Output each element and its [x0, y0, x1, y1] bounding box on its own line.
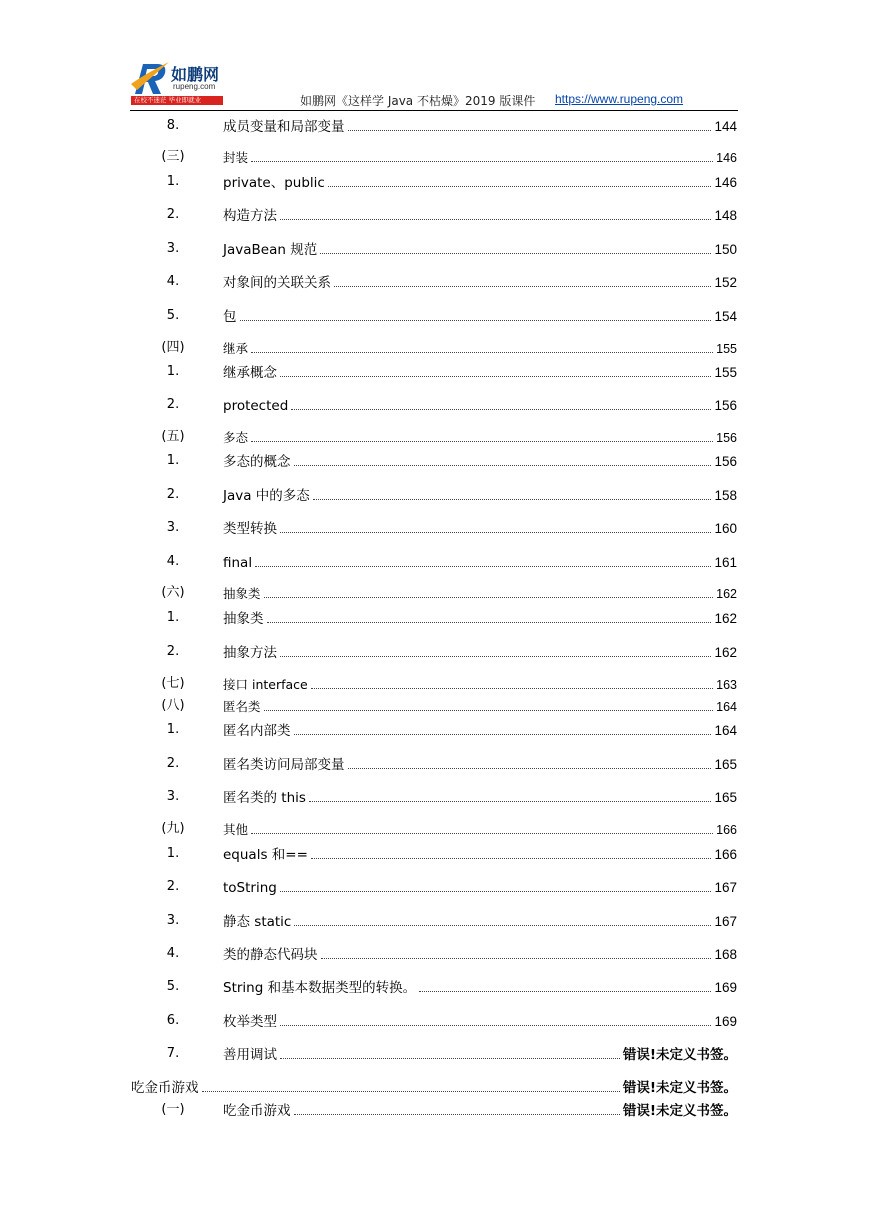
toc-entry-page: 148: [714, 208, 737, 223]
toc-dot-leader: [320, 239, 711, 254]
toc-dot-leader: [334, 272, 711, 287]
toc-entry[interactable]: [0, 944, 869, 964]
toc-dot-leader: [419, 977, 711, 992]
toc-entry-page: 错误!未定义书签。: [622, 1047, 737, 1063]
toc-entry[interactable]: [0, 844, 869, 864]
toc-entry-title: 接口 interface: [223, 675, 310, 695]
toc-entry-number: 5.: [166, 979, 180, 994]
toc-entry[interactable]: [0, 518, 869, 538]
toc-entry-page: 169: [714, 980, 737, 995]
toc-entry[interactable]: [0, 451, 869, 471]
toc-entry-page: 144: [714, 119, 737, 134]
toc-entry-page: 161: [714, 555, 737, 570]
toc-entry-number: 2.: [166, 879, 180, 894]
toc-entry-title: 静态 static: [223, 914, 292, 930]
toc-entry-page: 162: [716, 587, 737, 601]
toc-entry[interactable]: [0, 877, 869, 897]
toc-entry-title: 吃金币游戏: [223, 1103, 291, 1119]
toc-entry-title: 匿名内部类: [223, 723, 291, 739]
toc-entry-title: 抽象方法: [223, 645, 277, 661]
toc-dot-leader: [251, 819, 713, 834]
toc-entry[interactable]: [0, 720, 869, 740]
toc-entry-page: 168: [714, 947, 737, 962]
toc-entry-page: 166: [716, 823, 737, 837]
toc-entry-page: 错误!未定义书签。: [622, 1103, 737, 1119]
toc-entry-number: 4.: [166, 554, 180, 569]
toc-entry-page: 164: [714, 723, 737, 738]
toc-entry-page: 156: [714, 454, 737, 469]
toc-entry[interactable]: [0, 116, 869, 136]
toc-dot-leader: [251, 147, 713, 162]
toc-entry-title: equals 和==: [223, 847, 308, 863]
toc-dot-leader: [348, 116, 712, 131]
toc-entry-page: 152: [714, 275, 737, 290]
header-url-link[interactable]: https://www.rupeng.com: [555, 92, 684, 106]
toc-entry-number: (五): [161, 429, 185, 444]
toc-entry[interactable]: [0, 608, 869, 628]
logo-r-icon: [131, 60, 171, 96]
toc-entry-page: 150: [714, 242, 737, 257]
logo-slogan: 在校不迷茫 毕业即就业: [131, 96, 223, 105]
toc-entry[interactable]: [0, 338, 869, 358]
toc-entry[interactable]: [0, 1044, 869, 1064]
toc-dot-leader: [240, 306, 712, 321]
toc-entry-page: 146: [716, 151, 737, 165]
toc-dot-leader: [294, 911, 711, 926]
toc-entry-page: 146: [714, 175, 737, 190]
toc-entry-number: 7.: [166, 1046, 180, 1061]
toc-dot-leader: [280, 1044, 620, 1059]
toc-entry-page: 162: [714, 611, 737, 626]
toc-entry-page: 166: [714, 847, 737, 862]
toc-entry-title: 匿名类访问局部变量: [223, 757, 345, 773]
toc-entry-title: String 和基本数据类型的转换。: [223, 980, 417, 996]
toc-entry-title: 构造方法: [223, 208, 277, 224]
toc-entry-page: 162: [714, 645, 737, 660]
toc-entry-title: Java 中的多态: [223, 488, 310, 504]
toc-entry-title: protected: [223, 398, 289, 414]
toc-entry[interactable]: [0, 306, 869, 326]
toc-dot-leader: [348, 754, 712, 769]
toc-entry[interactable]: [0, 642, 869, 662]
toc-dot-leader: [280, 205, 711, 220]
toc-dot-leader: [311, 674, 713, 689]
header-divider: [130, 110, 738, 111]
toc-entry[interactable]: [0, 172, 869, 192]
toc-dot-leader: [267, 608, 712, 623]
toc-dot-leader: [311, 844, 712, 859]
toc-entry-number: 8.: [166, 118, 180, 133]
toc-entry-title: 类的静态代码块: [223, 947, 318, 963]
toc-entry-title: 成员变量和局部变量: [223, 119, 345, 135]
toc-entry-number: (四): [161, 340, 185, 355]
toc-entry-title: toString: [223, 880, 277, 896]
toc-entry[interactable]: [0, 485, 869, 505]
toc-entry[interactable]: [0, 583, 869, 603]
toc-dot-leader: [264, 583, 714, 598]
toc-entry[interactable]: [0, 1011, 869, 1031]
toc-entry-number: (一): [161, 1102, 185, 1117]
toc-dot-leader: [328, 172, 712, 187]
toc-dot-leader: [251, 338, 713, 353]
toc-entry-number: 2.: [166, 644, 180, 659]
toc-entry-page: 160: [714, 521, 737, 536]
toc-entry[interactable]: [0, 754, 869, 774]
logo-domain: rupeng.com: [173, 82, 216, 91]
toc-entry[interactable]: [0, 1100, 869, 1120]
toc-dot-leader: [255, 552, 711, 567]
toc-entry-title: 匿名类: [223, 697, 263, 717]
toc-entry-title: 多态: [223, 428, 250, 448]
toc-entry[interactable]: [0, 787, 869, 807]
toc-entry-title: 多态的概念: [223, 454, 291, 470]
toc-dot-leader: [264, 696, 714, 711]
toc-entry-title: 对象间的关联关系: [223, 275, 331, 291]
toc-entry-title: private、public: [223, 175, 325, 191]
toc-entry-number: 2.: [166, 207, 180, 222]
toc-entry-title: JavaBean 规范: [223, 242, 318, 258]
toc-entry-title: 吃金币游戏: [131, 1080, 199, 1096]
toc-entry-page: 156: [714, 398, 737, 413]
toc-entry[interactable]: [0, 977, 869, 997]
toc-dot-leader: [280, 362, 711, 377]
toc-entry-page: 167: [714, 880, 737, 895]
toc-dot-leader: [294, 451, 712, 466]
toc-entry-page: 错误!未定义书签。: [622, 1080, 737, 1096]
toc-entry-page: 164: [716, 700, 737, 714]
toc-entry-number: 3.: [166, 913, 180, 928]
toc-entry-number: (六): [161, 585, 185, 600]
toc-entry-page: 165: [714, 790, 737, 805]
toc-entry-page: 156: [716, 431, 737, 445]
toc-entry-title: final: [223, 555, 253, 571]
toc-dot-leader: [294, 1100, 620, 1115]
toc-entry-number: (七): [161, 676, 185, 691]
toc-entry-title: 封装: [223, 148, 250, 168]
toc-entry-title: 其他: [223, 820, 250, 840]
toc-entry[interactable]: [0, 362, 869, 382]
toc-entry[interactable]: [0, 1077, 869, 1097]
toc-dot-leader: [291, 395, 711, 410]
toc-entry-title: 匿名类的 this: [223, 790, 306, 806]
toc-entry[interactable]: [0, 395, 869, 415]
toc-entry[interactable]: [0, 272, 869, 292]
toc-entry[interactable]: [0, 696, 869, 716]
toc-entry-number: 3.: [166, 520, 180, 535]
toc-entry[interactable]: [0, 427, 869, 447]
toc-entry-page: 167: [714, 914, 737, 929]
toc-entry[interactable]: [0, 239, 869, 259]
toc-entry-number: 4.: [166, 274, 180, 289]
toc-entry-number: 1.: [166, 610, 180, 625]
toc-entry[interactable]: [0, 674, 869, 694]
toc-entry-title: 继承: [223, 339, 250, 359]
toc-entry-number: 3.: [166, 241, 180, 256]
toc-entry-number: 4.: [166, 946, 180, 961]
toc-entry-number: 2.: [166, 756, 180, 771]
toc-entry-page: 158: [714, 488, 737, 503]
toc-entry-page: 155: [714, 365, 737, 380]
toc-dot-leader: [313, 485, 712, 500]
toc-entry-page: 165: [714, 757, 737, 772]
toc-dot-leader: [280, 642, 711, 657]
toc-entry-title: 枚举类型: [223, 1014, 277, 1030]
toc-entry-number: 2.: [166, 487, 180, 502]
toc-entry-number: 1.: [166, 453, 180, 468]
toc-dot-leader: [280, 1011, 711, 1026]
toc-entry-number: (三): [161, 149, 185, 164]
rupeng-logo: [131, 60, 226, 108]
toc-entry-title: 继承概念: [223, 365, 277, 381]
toc-entry-page: 154: [714, 309, 737, 324]
toc-entry[interactable]: [0, 205, 869, 225]
toc-entry-number: 6.: [166, 1013, 180, 1028]
toc-entry-title: 抽象类: [223, 584, 263, 604]
logo-chinese-name: 如鹏网: [171, 65, 220, 84]
toc-entry[interactable]: [0, 552, 869, 572]
toc-dot-leader: [280, 877, 712, 892]
toc-entry-title: 抽象类: [223, 611, 264, 627]
toc-entry-title: 包: [223, 309, 237, 325]
toc-entry-number: (八): [161, 698, 185, 713]
toc-entry-page: 163: [716, 678, 737, 692]
toc-entry-page: 169: [714, 1014, 737, 1029]
toc-entry-number: 5.: [166, 308, 180, 323]
toc-entry-title: 善用调试: [223, 1047, 277, 1063]
toc-entry[interactable]: [0, 147, 869, 167]
toc-entry-number: 2.: [166, 397, 180, 412]
toc-dot-leader: [280, 518, 711, 533]
toc-dot-leader: [321, 944, 712, 959]
toc-dot-leader: [294, 720, 712, 735]
toc-entry[interactable]: [0, 911, 869, 931]
toc-entry[interactable]: [0, 819, 869, 839]
toc-entry-number: 1.: [166, 364, 180, 379]
toc-dot-leader: [309, 787, 712, 802]
toc-entry-number: (九): [161, 821, 185, 836]
toc-entry-number: 1.: [166, 174, 180, 189]
toc-entry-number: 1.: [166, 722, 180, 737]
toc-dot-leader: [251, 427, 713, 442]
toc-entry-page: 155: [716, 342, 737, 356]
toc-entry-number: 3.: [166, 789, 180, 804]
toc-dot-leader: [202, 1077, 620, 1092]
header-title: 如鹏网《这样学 Java 不枯燥》2019 版课件: [300, 94, 536, 108]
toc-entry-number: 1.: [166, 846, 180, 861]
toc-entry-title: 类型转换: [223, 521, 277, 537]
